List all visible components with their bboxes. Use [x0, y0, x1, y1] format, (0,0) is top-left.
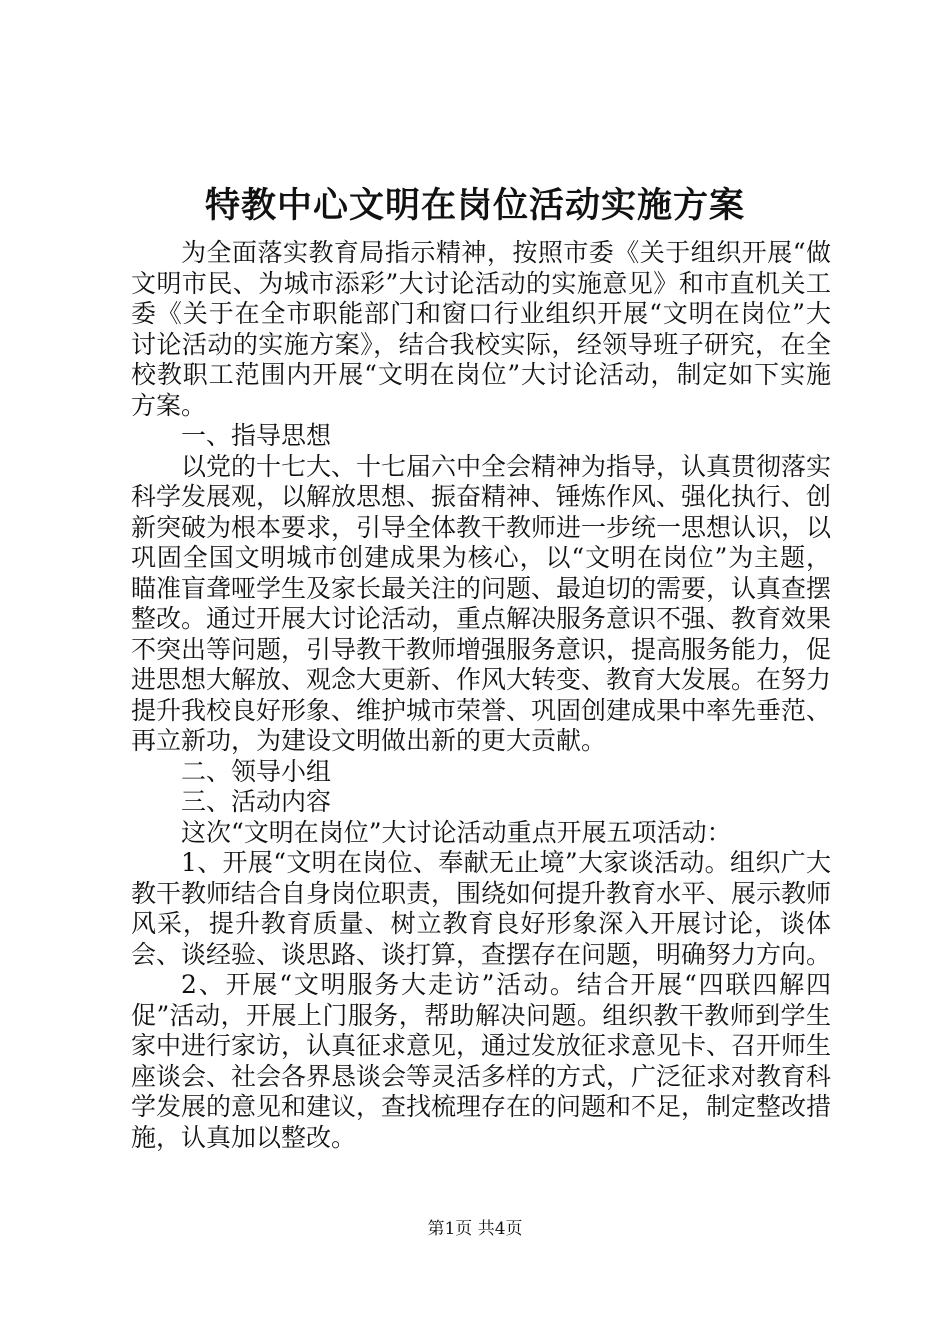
paragraph-guiding-ideology: 以党的十七大、十七届六中全会精神为指导，认真贯彻落实科学发展观，以解放思想、振奋精神、锤炼作风、强化执行、创新突破为根本要求，引导全体教干教师进一步统一思想认识，以巩固全国文明城市创建成果为核心，以“文明在岗位”为主题，瞄准盲聋哑学生及家长最关注的问题、最迫切的需要，认真查摆整改。通过开展大讨论活动，重点解决服务意识不强、教育效果不突出等问题，引导教干教师增强服务意识，提高服务能力，促进思想大解放、观念大更新、作风大转变、教育大发展。在努力提升我校良好形象、维护城市荣誉、巩固创建成果中率先垂范、再立新功，为建设文明做出新的更大贡献。: [131, 451, 832, 755]
section-heading-activity-content: 三、活动内容: [181, 787, 332, 816]
paragraph-activity-2: 2、开展“文明服务大走访”活动。结合开展“四联四解四促”活动，开展上门服务，帮助解决问题。组织教干教师到学生家中进行家访，认真征求意见，通过发放征求意见卡、召开师生座谈会、社会各界恳谈会等灵活多样的方式，广泛征求对教育科学发展的意见和建议，查找梳理存在的问题和不足，制定整改措施，认真加以整改。: [131, 970, 832, 1152]
paragraph-intro: 为全面落实教育局指示精神，按照市委《关于组织开展“做文明市民、为城市添彩”大讨论活动的实施意见》和市直机关工委《关于在全市职能部门和窗口行业组织开展“文明在岗位”大讨论活动的实施方案》，结合我校实际，经领导班子研究，在全校教职工范围内开展“文明在岗位”大讨论活动，制定如下实施方案。: [131, 238, 831, 420]
section-heading-guiding-ideology: 一、指导思想: [181, 421, 332, 450]
document-body: [131, 238, 831, 1153]
page-number-footer: 第1页 共4页: [427, 1219, 523, 1239]
paragraph-activity-1: 1、开展“文明在岗位、奉献无止境”大家谈活动。组织广大教干教师结合自身岗位职责，围绕如何提升教育水平、展示教师风采，提升教育质量、树立教育良好形象深入开展讨论，谈体会、谈经验、谈思路、谈打算，查摆存在问题，明确努力方向。: [131, 848, 832, 969]
paragraph-activity-overview: 这次“文明在岗位”大讨论活动重点开展五项活动：: [181, 817, 732, 847]
document-title: 特教中心文明在岗位活动实施方案: [204, 185, 745, 226]
section-heading-leadership-group: 二、领导小组: [181, 756, 332, 786]
